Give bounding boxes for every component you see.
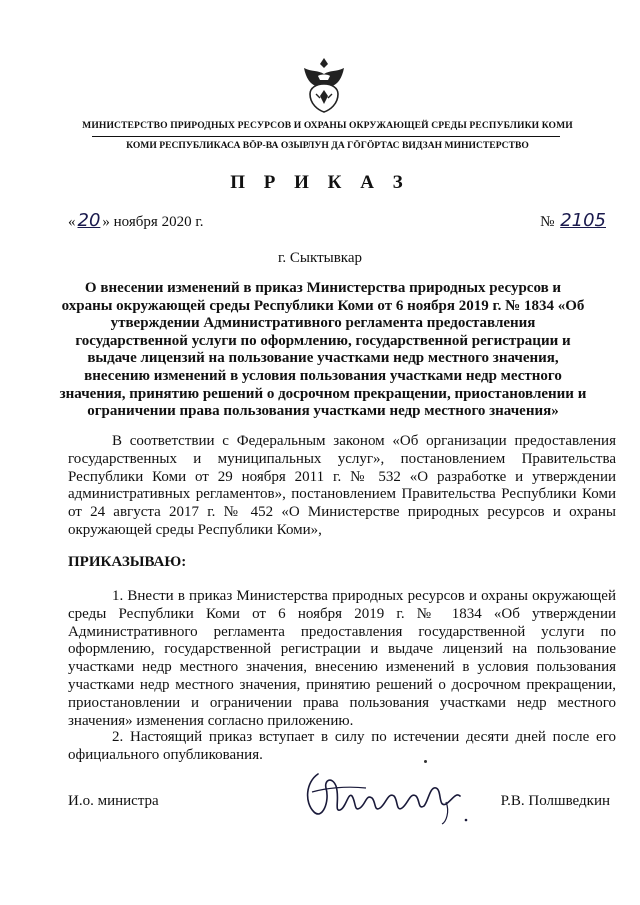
- document-number: [540, 210, 608, 231]
- date-day-handwritten: 20: [77, 210, 101, 231]
- signer-position: И.о. министра: [68, 793, 159, 809]
- handwritten-signature-icon: [296, 762, 476, 832]
- document-date: [68, 210, 204, 231]
- document-city: г. Сыктывкар: [277, 250, 363, 266]
- order-item-1: 1. Внести в приказ Министерства природных ресурсов и охраны окружающей среды Республики Коми от 6 ноября 2019 г. № 1834 «Об утверждении Административного регламента предоставления государственной услуги по оформлению, государственной регистрации и выдаче лицензий на пользование участками недр местного значения, внесению изменений в условия пользования участками недр местного значения, принятию решений о досрочном прекращении, приостановлении и ограничении права пользования участками недр местного значения» изменения согласно приложению.: [68, 588, 616, 729]
- document-title: О внесении изменений в приказ Министерства природных ресурсов и охраны окружающей среды Республики Коми от 6 ноября 2019 г. № 1834 «Об утверждении Административного регламента предоставления государственной услуги по оформлению, государственной регистрации и выдаче лицензий на пользование участками недр местного значения, внесению изменений в условия пользования участками недр местного значения, принятию решений о досрочном прекращении, приостановлении и ограничении права пользования участками недр местного значения»: [59, 280, 587, 420]
- header-divider: [92, 136, 560, 137]
- basis-paragraph: В соответствии с Федеральным законом «Об организации предоставления государственных и муниципальных услуг», постановлением Правительства Республики Коми от 29 ноября 2011 г. № 532 «О разработке и утверждении административных регламентов», постановлением Правительства Республики Коми от 24 августа 2017 г. № 452 «О Министерстве природных ресурсов и охраны окружающей среды Республики Коми»,: [68, 433, 616, 538]
- ministry-name-russian: МИНИСТЕРСТВО ПРИРОДНЫХ РЕСУРСОВ И ОХРАНЫ ОКРУЖАЮЩЕЙ СРЕДЫ РЕСПУБЛИКИ КОМИ: [82, 120, 573, 131]
- document-type: П Р И К А З: [230, 172, 410, 193]
- number-prefix: №: [540, 214, 555, 230]
- date-rest: » ноября 2020 г.: [102, 214, 204, 230]
- signer-name: Р.В. Полшведкин: [500, 793, 610, 809]
- date-open-quote: «: [68, 214, 76, 230]
- order-keyword: ПРИКАЗЫВАЮ:: [68, 554, 187, 570]
- komi-coat-of-arms-icon: [298, 54, 350, 114]
- order-item-2: 2. Настоящий приказ вступает в силу по истечении десяти дней после его официального опубликования.: [68, 729, 616, 763]
- number-handwritten: 2105: [560, 210, 606, 231]
- ministry-name-komi: КОМИ РЕСПУБЛИКАСА ВÖР-ВА ОЗЫРЛУН ДА ГÖГÖРТАС ВИДЗАН МИНИСТЕРСТВО: [126, 140, 529, 151]
